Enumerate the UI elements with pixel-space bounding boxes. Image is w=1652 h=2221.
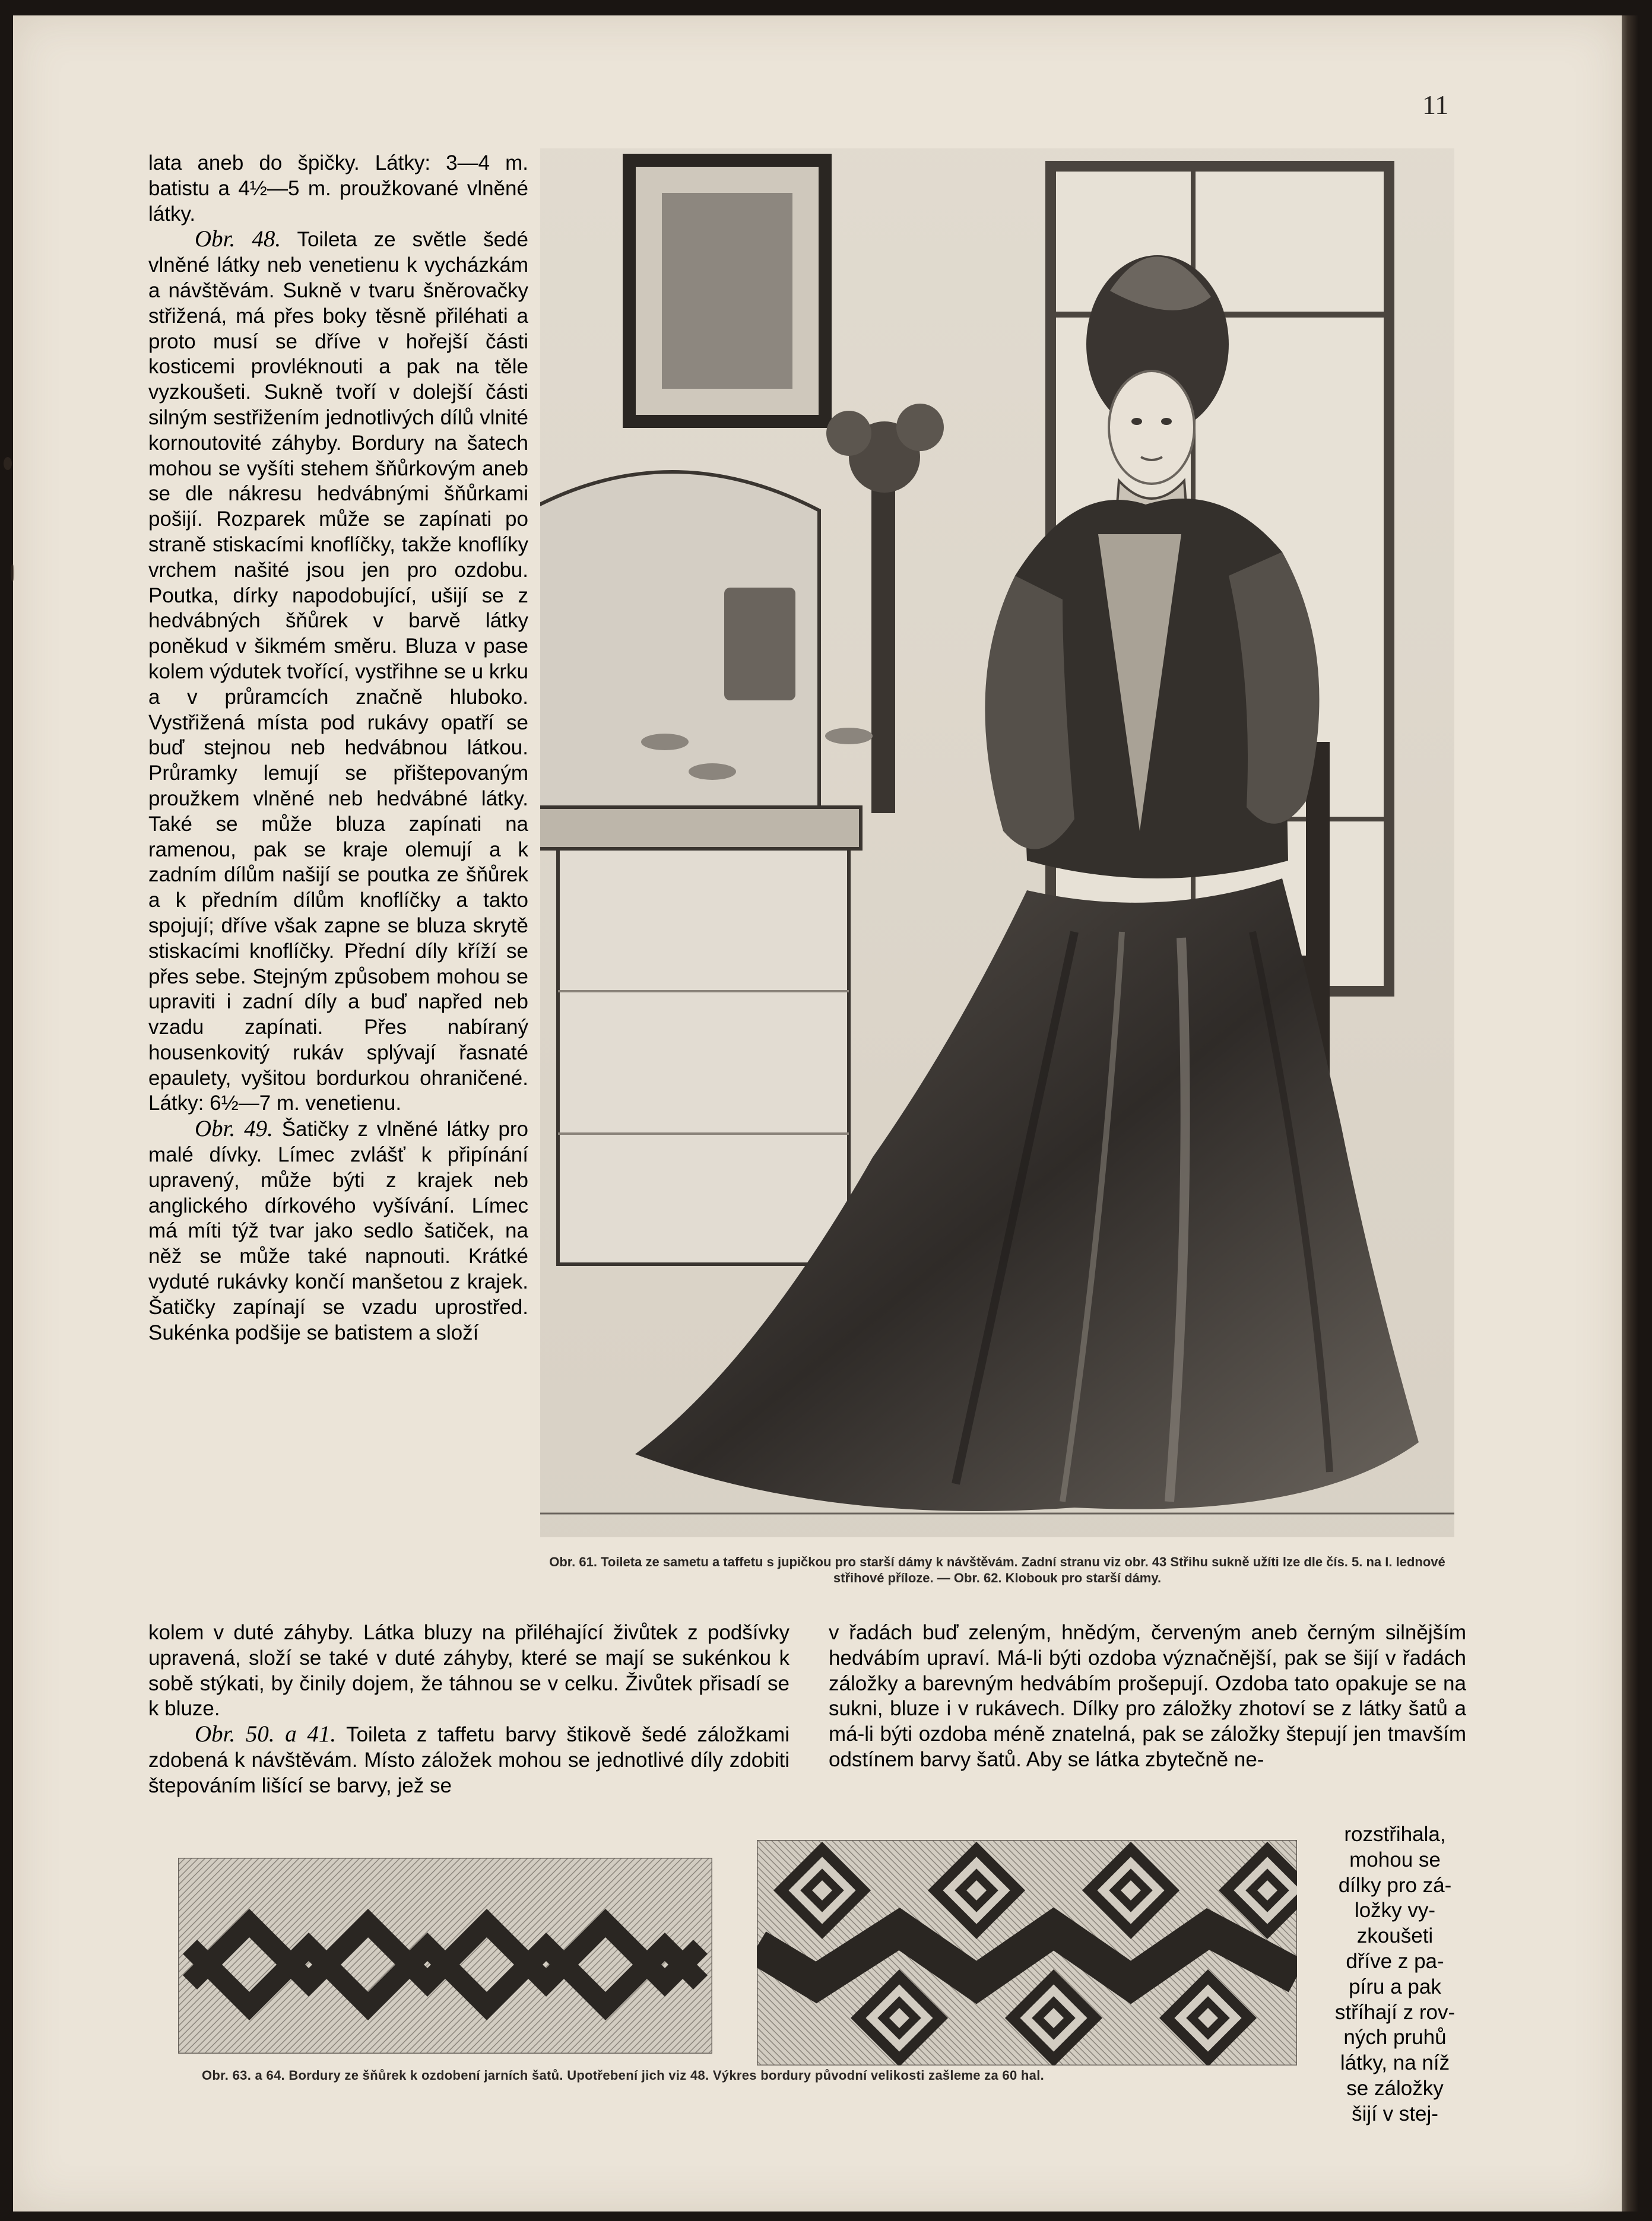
narrow-line: ných pruhů <box>1343 2026 1447 2049</box>
narrow-line: stříhají z rov- <box>1334 2000 1456 2024</box>
border-pattern-63 <box>178 1858 712 2054</box>
narrow-line: šijí v stej- <box>1352 2102 1438 2125</box>
left-text-column <box>148 151 528 1346</box>
narrow-text-column <box>1324 1822 1466 2127</box>
paragraph-text: Toileta ze světle šedé vlněné látky neb venetienu k vycházkám a návštěvám. Sukně v tvaru šněrovačky střižená, má přes boky těsně přiléhati a proto musí se dříve v hořejší části kosticemi provléknouti a pak na těle vyzkoušeti. Sukně tvoří v dolejší části silným sestřižením jednotlivých dílů vlnité kornoutovité záhyby. Bordury na šatech mohou se vyšíti stehem šňůrkovým aneb se dle nákresu hedvábnými šňůrkami pošijí. Rozparek může se zapínati po straně stiskacími knoflíčky, takže knoflíky vrchem našité jsou jen pro ozdobu. Poutka, dírky napodobující, ušijí se z hedvábných šňůrek v barvě látky poněkud v šikmém směru. Bluza v pase kolem výdutek tvořící, vystřihne se u krku a v průramcích značně hluboko. Vystřižená místa pod rukávy opatří se buď stejnou neb hedvábnou látkou. Průramky lemují se přištepovaným proužkem vlněné neb hedvábné látky. Také se může bluza zapínati na ramenou, pak se kraje olemují a k zadním dílům našijí se poutka ze šňůrek a k předním dílům knoflíčky a takto spojují; dříve však zapne se bluza skrytě stiskacími knoflíčky. Přední díly kříží se přes sebe. Stejným způsobem mohou se upraviti i zadní díly a buď napřed neb vzadu zapínati. Přes nabíraný housenkovitý rukáv splývají řasnaté epaulety, vyšitou bordurkou ohraničené. Látky: 6½—7 m. venetienu. <box>148 228 528 1115</box>
bottom-left-text <box>148 1620 789 1799</box>
narrow-line: zkoušeti <box>1356 1924 1434 1948</box>
narrow-line: se záložky <box>1346 2076 1444 2100</box>
paragraph-text: Toileta z taffetu barvy štikově šedé záložkami zdobená k návštěvám. Místo záložek mohou se jednotlivé díly zdobiti štepováním lišící se barvy, jež se <box>148 1723 789 1797</box>
narrow-line: látky, na níž <box>1340 2051 1450 2075</box>
narrow-line: ložky vy- <box>1354 1899 1436 1922</box>
narrow-line: dílky pro zá- <box>1338 1873 1452 1897</box>
paragraph <box>148 1620 789 1722</box>
border-pattern-64 <box>757 1840 1297 2065</box>
figure-reference: Obr. 48. <box>195 226 281 252</box>
paragraph <box>148 151 528 227</box>
page-number: 11 <box>1422 90 1449 120</box>
paragraph <box>148 1116 528 1346</box>
figure-reference: Obr. 49. <box>195 1116 273 1142</box>
paragraph-text: Šatičky z vlněné látky pro malé dívky. Límec zvlášť k připínání upravený, může býti z krajek neb anglického dírkového vyšívání. Límec má míti týž tvar jako sedlo šatiček, na něž se může také napnouti. Krátké vyduté rukávky končí manšetou z krajek. Šatičky zapínají se vzadu uprostřed. Sukénka podšije se batistem a složí <box>148 1118 528 1344</box>
bottom-right-text: v řadách buď zeleným, hnědým, červeným aneb černým silnějším hedvábím upraví. Má-li býti ozdoba význačnější, pak se šijí v řadách záložky a barevným hedvábím prošepují. Ozdoba tato opakuje se na sukni, bluze i v rukávech. Dílky pro záložky zhotoví se z látky šatů a má-li býti ozdoba méně znatelná, pak se záložky štepují jen tmavším odstínem barvy šatů. Aby se látka zbytečně ne- <box>829 1621 1466 1771</box>
paragraph-text: lata aneb do špičky. Látky: 3—4 m. batistu a 4½—5 m. proužkované vlněné látky. <box>148 151 528 226</box>
narrow-line: dříve z pa- <box>1346 1949 1444 1973</box>
paragraph-text: kolem v duté záhyby. Látka bluzy na přiléhající živůtek z podšívky upravená, složí se také v duté záhyby, které se mají se sukénkou k sobě stýkati, by činily dojem, že táhnou se v celku. Živůtek přisadí se k bluze. <box>148 1621 789 1721</box>
narrow-line: mohou se <box>1349 1848 1441 1871</box>
narrow-line: rozstřihala, <box>1344 1823 1446 1846</box>
figure-caption-63-64: Obr. 63. a 64. Bordury ze šňůrek k ozdobení jarních šatů. Upotřebení jich viz 48. Výkres bordury původní velikosti zašleme za 60 hal. <box>202 2068 1045 2083</box>
margin-stain <box>11 564 14 582</box>
paragraph <box>148 227 528 1116</box>
narrow-line: píru a pak <box>1349 1975 1441 1998</box>
paragraph <box>148 1722 789 1798</box>
figure-caption-61-62: Obr. 61. Toileta ze sametu a taffetu s jupičkou pro starší dámy k návštěvám. Zadní stranu viz obr. 43 Střihu sukně užíti lze dle čís. 5. na I. lednové střihové příloze. — Obr. 62. Klobouk pro starší dámy. <box>549 1554 1445 1585</box>
figure-reference: Obr. 50. a 41. <box>195 1721 337 1747</box>
illustration-seated-lady <box>540 148 1454 1537</box>
margin-stain <box>4 457 12 470</box>
